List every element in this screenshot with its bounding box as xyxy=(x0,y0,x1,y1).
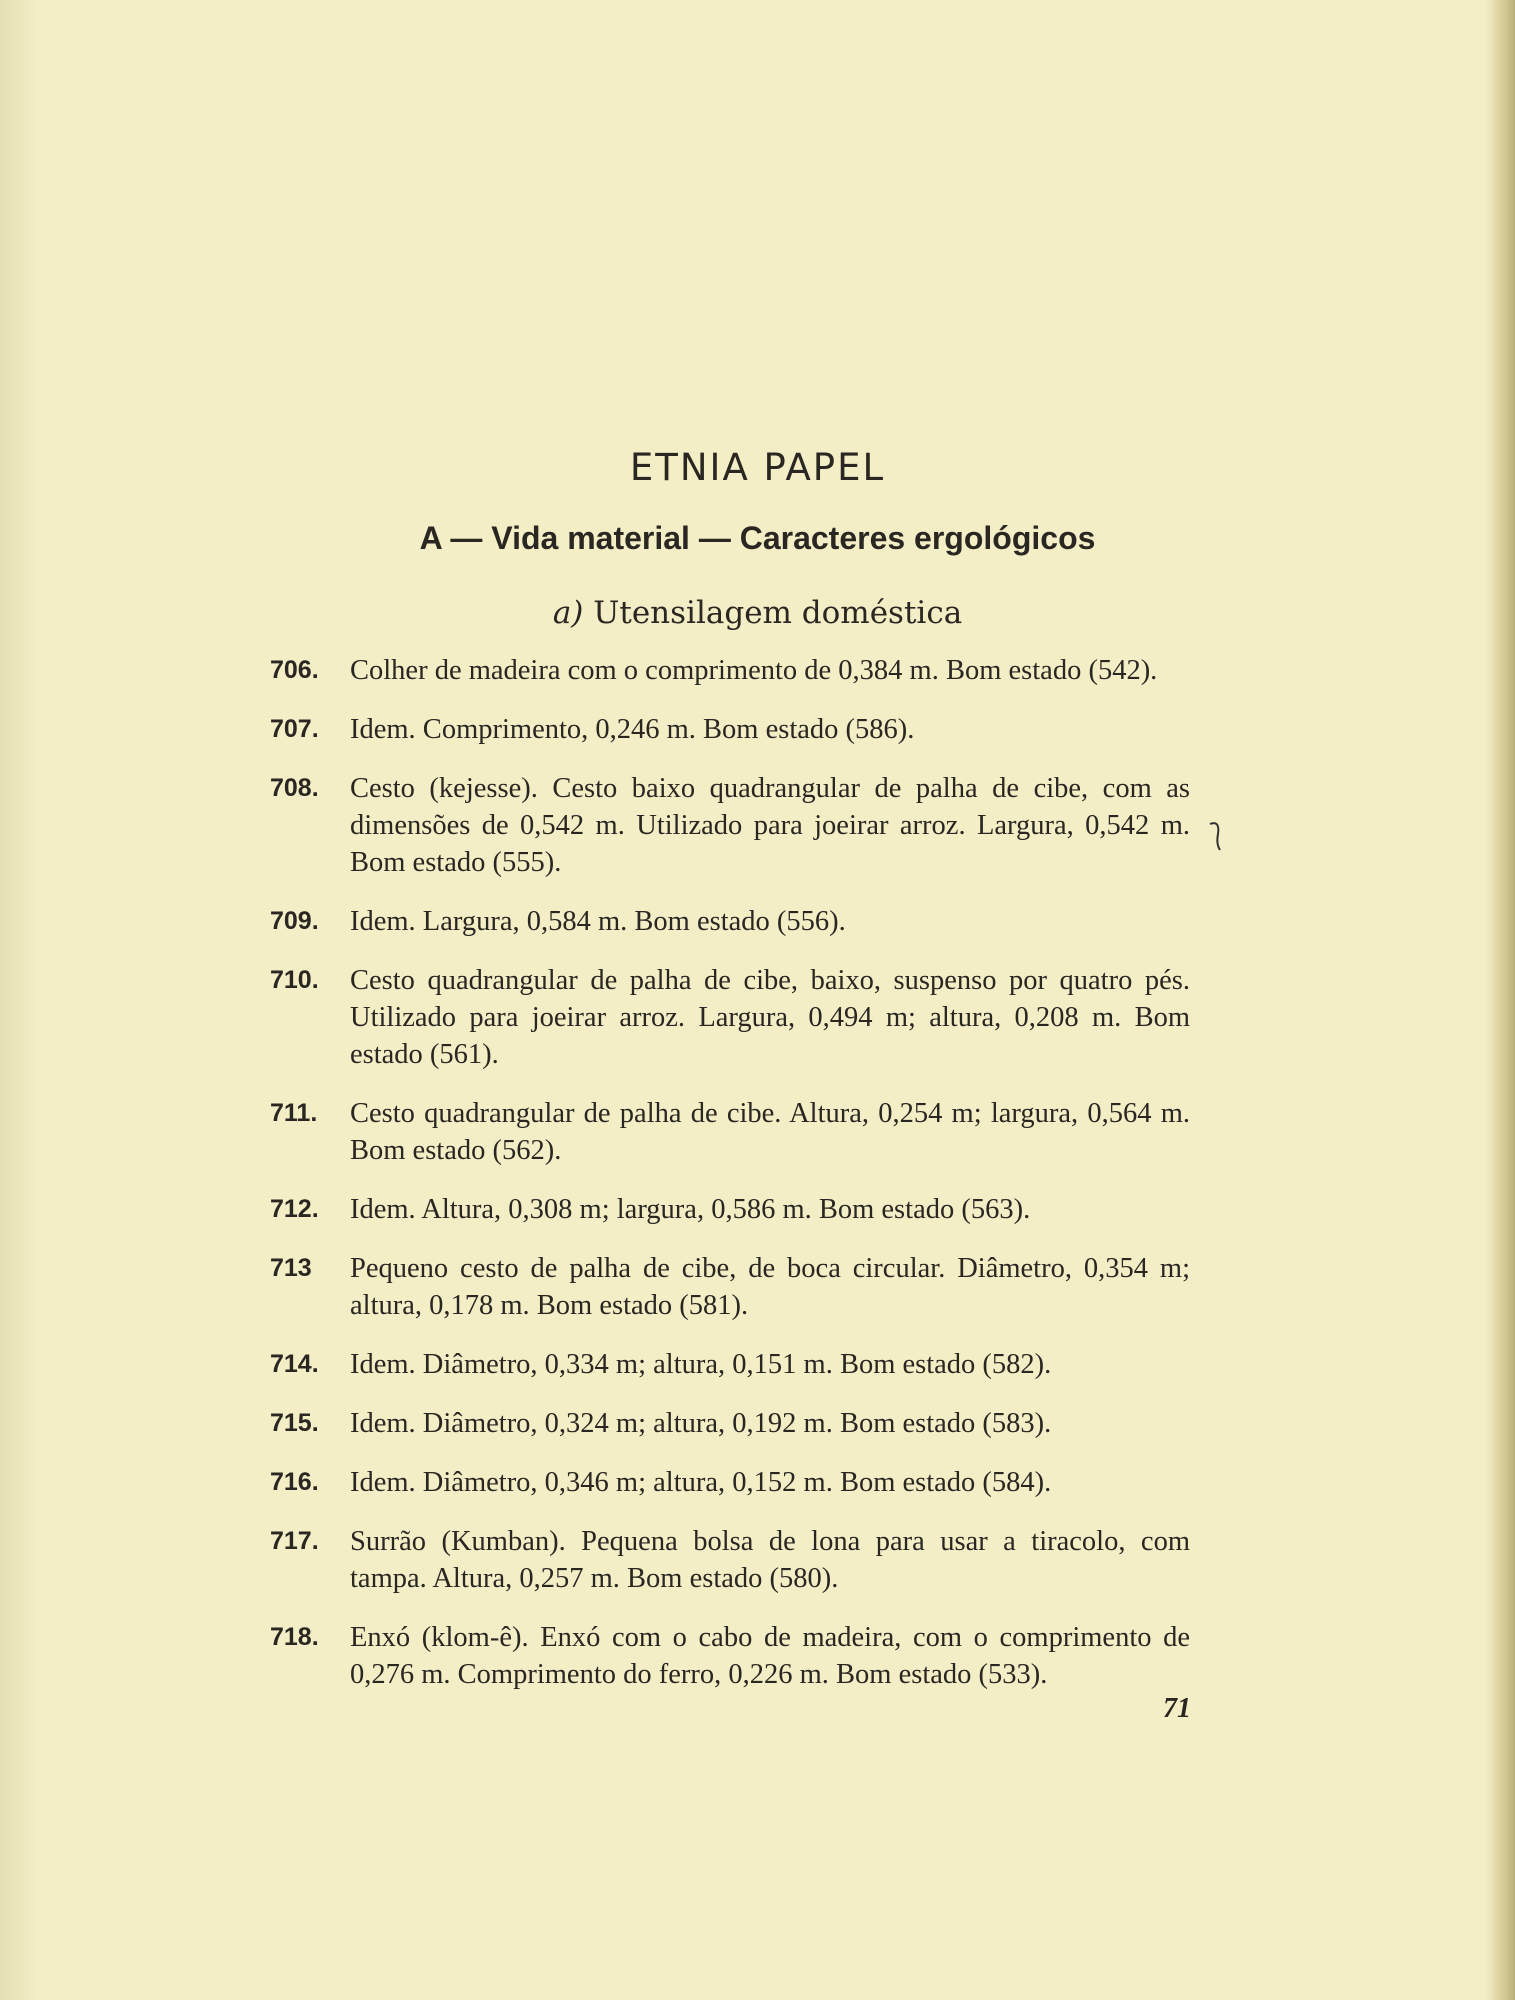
entry-number: 706. xyxy=(270,656,319,684)
entry-text: Cesto (kejesse). Cesto baixo quadrangular de palha de cibe, com as dimensões de 0,542 m. Utilizado para joeirar arroz. Largura, 0,542 m. Bom estado (555). xyxy=(350,773,1190,878)
catalog-entry xyxy=(270,1191,1190,1228)
entry-number: 710. xyxy=(270,966,319,994)
entry-text: Idem. Diâmetro, 0,346 m; altura, 0,152 m. Bom estado (584). xyxy=(350,1467,1052,1498)
catalog-entry xyxy=(270,1346,1190,1383)
entry-text: Idem. Comprimento, 0,246 m. Bom estado (586). xyxy=(350,714,915,745)
catalog-entry xyxy=(270,1405,1190,1442)
catalog-entry xyxy=(270,1523,1190,1597)
entry-text: Cesto quadrangular de palha de cibe. Altura, 0,254 m; largura, 0,564 m. Bom estado (562). xyxy=(350,1098,1190,1166)
section-heading: A — Vida material — Caracteres ergológicos xyxy=(419,520,1096,556)
entry-number: 714. xyxy=(270,1350,319,1378)
catalog-entry xyxy=(270,962,1190,1073)
catalog-entry xyxy=(270,1250,1190,1324)
entry-number: 713 xyxy=(270,1254,312,1282)
catalog-entry xyxy=(270,1095,1190,1169)
entry-text: Idem. Altura, 0,308 m; largura, 0,586 m. Bom estado (563). xyxy=(350,1194,1031,1225)
entry-number: 708. xyxy=(270,774,319,802)
entry-number: 718. xyxy=(270,1623,319,1651)
entry-number: 716. xyxy=(270,1468,319,1496)
catalog-entries xyxy=(270,652,1190,1715)
catalog-entry xyxy=(270,652,1190,689)
page-number: 71 xyxy=(1163,1693,1191,1724)
entry-text: Enxó (klom-ê). Enxó com o cabo de madeira, com o comprimento de 0,276 m. Comprimento do ferro, 0,226 m. Bom estado (533). xyxy=(350,1622,1190,1690)
page-edge-shadow xyxy=(1493,0,1515,2000)
catalog-entry xyxy=(270,711,1190,748)
entry-number: 707. xyxy=(270,715,319,743)
catalog-entry xyxy=(270,903,1190,940)
subsection-heading xyxy=(0,595,1515,631)
entry-text: Surrão (Kumban). Pequena bolsa de lona para usar a tiracolo, com tampa. Altura, 0,257 m. Bom estado (580). xyxy=(350,1526,1190,1594)
entry-number: 717. xyxy=(270,1527,319,1555)
pencil-bracket-mark xyxy=(1207,818,1223,878)
entry-number: 709. xyxy=(270,907,319,935)
entry-number: 712. xyxy=(270,1195,319,1223)
entry-text: Idem. Diâmetro, 0,334 m; altura, 0,151 m. Bom estado (582). xyxy=(350,1349,1052,1380)
entry-text: Idem. Largura, 0,584 m. Bom estado (556). xyxy=(350,906,846,937)
entry-text: Pequeno cesto de palha de cibe, de boca circular. Diâmetro, 0,354 m; altura, 0,178 m. Bom estado (581). xyxy=(350,1253,1190,1321)
entry-number: 715. xyxy=(270,1409,319,1437)
catalog-entry xyxy=(270,770,1190,881)
catalog-entry xyxy=(270,1464,1190,1501)
entry-text: Colher de madeira com o comprimento de 0,384 m. Bom estado (542). xyxy=(350,655,1158,686)
entry-text: Cesto quadrangular de palha de cibe, baixo, suspenso por quatro pés. Utilizado para joeirar arroz. Largura, 0,494 m; altura, 0,208 m. Bom estado (561). xyxy=(350,965,1190,1070)
entry-text: Idem. Diâmetro, 0,324 m; altura, 0,192 m. Bom estado (583). xyxy=(350,1408,1052,1439)
catalog-entry xyxy=(270,1619,1190,1693)
subsection-label: Utensilagem doméstica xyxy=(593,595,963,631)
entry-number: 711. xyxy=(270,1099,318,1127)
subsection-letter: a) xyxy=(552,595,584,631)
page-title: ETNIA PAPEL xyxy=(629,446,886,489)
